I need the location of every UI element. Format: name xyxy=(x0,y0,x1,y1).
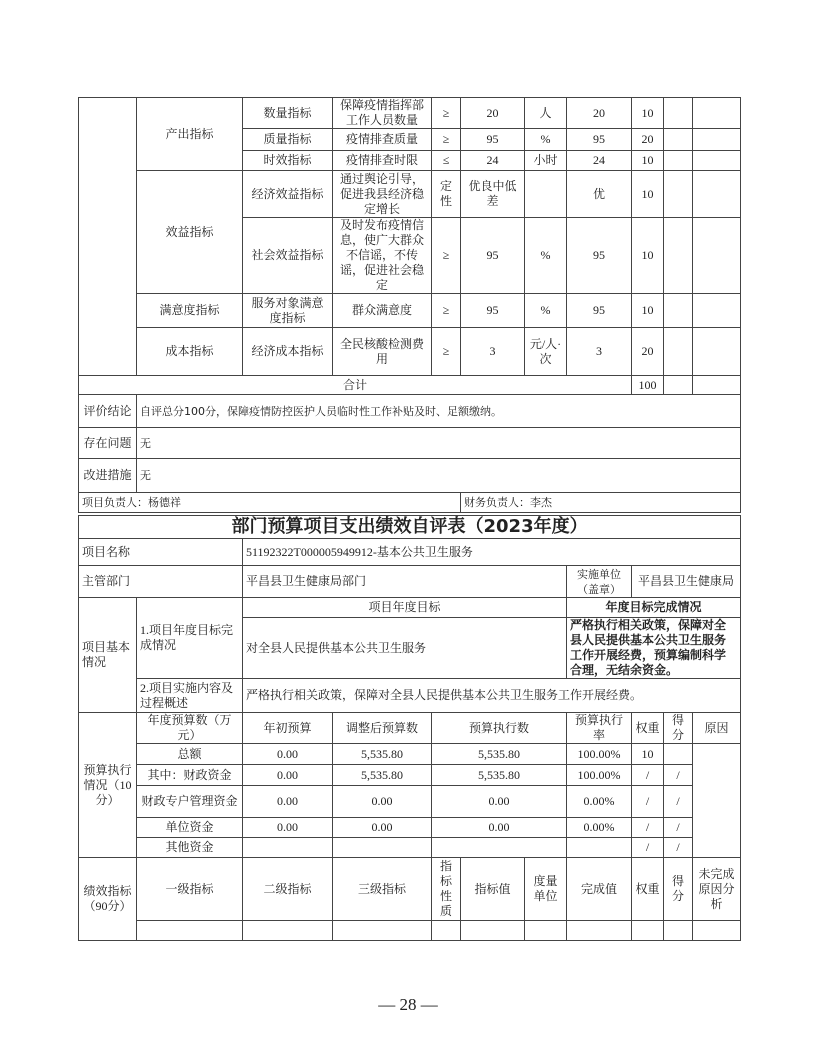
done-header: 年度目标完成情况 xyxy=(567,598,741,618)
level2-indicator: 社会效益指标 xyxy=(243,218,333,294)
executed-budget: 5,535.80 xyxy=(432,765,567,786)
level3-indicator: 保障疫情指挥部工作人员数量 xyxy=(333,98,432,129)
weight: 10 xyxy=(632,294,664,328)
reason xyxy=(693,171,741,218)
fund-name: 其中：财政资金 xyxy=(137,765,243,786)
indicator-nature: ≥ xyxy=(432,294,461,328)
score xyxy=(664,129,693,151)
reason xyxy=(693,376,741,395)
table-row xyxy=(79,294,741,328)
signature-row xyxy=(79,493,741,513)
fund-name: 单位资金 xyxy=(137,818,243,838)
col-header: 指标值 xyxy=(461,858,525,921)
executed-budget: 0.00 xyxy=(432,818,567,838)
col-header: 未完成原因分析 xyxy=(693,858,741,921)
executed-budget: 5,535.80 xyxy=(432,744,567,765)
score xyxy=(664,376,693,395)
unit: % xyxy=(525,294,567,328)
score xyxy=(664,98,693,129)
execution-rate: 0.00% xyxy=(567,786,632,818)
table-row xyxy=(79,921,741,941)
level1-indicator: 产出指标 xyxy=(137,98,243,171)
indicator-nature: 定性 xyxy=(432,171,461,218)
indicator-value: 95 xyxy=(461,294,525,328)
score: / xyxy=(664,786,693,818)
level3-indicator: 全民核酸检测费用 xyxy=(333,328,432,376)
indicator-value: 优良中低差 xyxy=(461,171,525,218)
table-row xyxy=(79,566,741,598)
level3-indicator: 通过舆论引导，促进我县经济稳定增长 xyxy=(333,171,432,218)
table-row xyxy=(79,539,741,566)
conclusion-row xyxy=(79,395,741,428)
unit: % xyxy=(525,218,567,294)
indicator-nature: ≥ xyxy=(432,218,461,294)
fund-name: 财政专户管理资金 xyxy=(137,786,243,818)
col-header: 度量单位 xyxy=(525,858,567,921)
improve-text: 无 xyxy=(137,459,741,493)
reason xyxy=(693,129,741,151)
weight: 10 xyxy=(632,744,664,765)
level2-indicator: 经济成本指标 xyxy=(243,328,333,376)
col-header: 得分 xyxy=(664,858,693,921)
score xyxy=(664,171,693,218)
weight: / xyxy=(632,786,664,818)
unit xyxy=(525,171,567,218)
empty-cell xyxy=(137,921,243,941)
budget-row xyxy=(79,818,741,838)
level1-indicator: 满意度指标 xyxy=(137,294,243,328)
fund-name: 总额 xyxy=(137,744,243,765)
total-row xyxy=(79,376,741,395)
level2-indicator: 时效指标 xyxy=(243,151,333,171)
problem-row xyxy=(79,428,741,459)
total-value: 100 xyxy=(632,376,664,395)
perf-header-row xyxy=(79,858,741,921)
weight: 10 xyxy=(632,151,664,171)
weight: / xyxy=(632,765,664,786)
col-header: 调整后预算数 xyxy=(333,713,432,744)
page-number: — 28 — xyxy=(378,995,438,1014)
level2-indicator: 数量指标 xyxy=(243,98,333,129)
adjusted-budget: 5,535.80 xyxy=(333,744,432,765)
improve-row xyxy=(79,459,741,493)
budget-header-row xyxy=(79,713,741,744)
col-header: 预算执行数 xyxy=(432,713,567,744)
table-row xyxy=(79,171,741,218)
col-header: 预算执行率 xyxy=(567,713,632,744)
empty-cell xyxy=(333,921,432,941)
completed-value: 优 xyxy=(567,171,632,218)
dept: 平昌县卫生健康局部门 xyxy=(243,566,567,598)
completed-value: 20 xyxy=(567,98,632,129)
table-row xyxy=(79,328,741,376)
col-header: 原因 xyxy=(693,713,741,744)
col-header: 年初预算 xyxy=(243,713,333,744)
execution-rate: 100.00% xyxy=(567,744,632,765)
reason xyxy=(693,328,741,376)
reason xyxy=(693,218,741,294)
unit: 小时 xyxy=(525,151,567,171)
score xyxy=(664,328,693,376)
problem-text: 无 xyxy=(137,428,741,459)
blank-cell xyxy=(79,98,137,376)
col-header: 三级指标 xyxy=(333,858,432,921)
col-header: 权重 xyxy=(632,713,664,744)
level2-indicator: 经济效益指标 xyxy=(243,171,333,218)
execution-rate: 0.00% xyxy=(567,818,632,838)
level2-indicator: 服务对象满意度指标 xyxy=(243,294,333,328)
empty-cell xyxy=(461,921,525,941)
score xyxy=(664,744,693,765)
completed-value: 95 xyxy=(567,218,632,294)
weight: 10 xyxy=(632,171,664,218)
completed-value: 95 xyxy=(567,129,632,151)
executed-budget xyxy=(432,838,567,858)
score xyxy=(664,151,693,171)
empty-cell xyxy=(432,921,461,941)
reason xyxy=(693,744,741,858)
level3-indicator: 群众满意度 xyxy=(333,294,432,328)
score: / xyxy=(664,765,693,786)
budget-row xyxy=(79,765,741,786)
reason xyxy=(693,98,741,129)
adjusted-budget: 5,535.80 xyxy=(333,765,432,786)
impl-unit: 平昌县卫生健康局 xyxy=(632,566,741,598)
self-evaluation-table xyxy=(78,515,741,941)
indicator-value: 20 xyxy=(461,98,525,129)
initial-budget: 0.00 xyxy=(243,744,333,765)
score: / xyxy=(664,838,693,858)
conclusion-label: 评价结论 xyxy=(79,395,137,428)
adjusted-budget: 0.00 xyxy=(333,818,432,838)
executed-budget: 0.00 xyxy=(432,786,567,818)
level1-indicator: 成本指标 xyxy=(137,328,243,376)
reason xyxy=(693,151,741,171)
table-row xyxy=(79,679,741,713)
budget-row xyxy=(79,786,741,818)
indicator-value: 95 xyxy=(461,129,525,151)
table-title: 部门预算项目支出绩效自评表（2023年度） xyxy=(79,516,741,539)
table-row xyxy=(79,98,741,129)
empty-cell xyxy=(525,921,567,941)
conclusion-text: 自评总分100分，保障疫情防控医护人员临时性工作补贴及时、足额缴纳。 xyxy=(137,395,741,428)
finance-lead: 财务负责人：李杰 xyxy=(461,493,741,513)
basic-info-label: 项目基本情况 xyxy=(79,598,137,713)
adjusted-budget: 0.00 xyxy=(333,786,432,818)
weight: 10 xyxy=(632,98,664,129)
score: / xyxy=(664,818,693,838)
goal-label: 1.项目年度目标完成情况 xyxy=(137,598,243,679)
project-name-label: 项目名称 xyxy=(79,539,243,566)
col-header: 权重 xyxy=(632,858,664,921)
weight: 10 xyxy=(632,218,664,294)
initial-budget: 0.00 xyxy=(243,818,333,838)
indicator-value: 24 xyxy=(461,151,525,171)
indicator-nature: ≥ xyxy=(432,98,461,129)
impl-desc: 严格执行相关政策，保障对全县人民提供基本公共卫生服务工作开展经费。 xyxy=(243,679,741,713)
problem-label: 存在问题 xyxy=(79,428,137,459)
col-header: 指标性质 xyxy=(432,858,461,921)
indicator-value: 3 xyxy=(461,328,525,376)
col-header: 二级指标 xyxy=(243,858,333,921)
perf-label: 绩效指标（90分） xyxy=(79,858,137,941)
project-lead: 项目负责人：杨德祥 xyxy=(79,493,461,513)
level2-indicator: 质量指标 xyxy=(243,129,333,151)
indicator-value: 95 xyxy=(461,218,525,294)
annual-goal: 对全县人民提供基本公共卫生服务 xyxy=(243,618,567,679)
level1-indicator: 效益指标 xyxy=(137,171,243,294)
initial-budget xyxy=(243,838,333,858)
execution-rate xyxy=(567,838,632,858)
impl-desc-label: 2.项目实施内容及过程概述 xyxy=(137,679,243,713)
initial-budget: 0.00 xyxy=(243,786,333,818)
unit: % xyxy=(525,129,567,151)
level3-indicator: 及时发布疫情信息，使广大群众不信谣，不传谣，促进社会稳定 xyxy=(333,218,432,294)
budget-row xyxy=(79,744,741,765)
fund-name: 其他资金 xyxy=(137,838,243,858)
level3-indicator: 疫情排查质量 xyxy=(333,129,432,151)
performance-table-continued xyxy=(78,97,741,513)
unit: 元/人·次 xyxy=(525,328,567,376)
impl-unit-label: 实施单位（盖章） xyxy=(567,566,632,598)
empty-cell xyxy=(693,921,741,941)
budget-row xyxy=(79,838,741,858)
col-header: 完成值 xyxy=(567,858,632,921)
empty-cell xyxy=(243,921,333,941)
goal-completion: 严格执行相关政策，保障对全县人民提供基本公共卫生服务工作开展经费，预算编制科学合理，无结余资金。 xyxy=(567,618,741,679)
indicator-nature: ≥ xyxy=(432,129,461,151)
adjusted-budget xyxy=(333,838,432,858)
budget-label: 预算执行情况（10分） xyxy=(79,713,137,858)
reason xyxy=(693,294,741,328)
weight: 20 xyxy=(632,129,664,151)
col-header: 得分 xyxy=(664,713,693,744)
total-label: 合计 xyxy=(79,376,632,395)
empty-cell xyxy=(632,921,664,941)
score xyxy=(664,294,693,328)
initial-budget: 0.00 xyxy=(243,765,333,786)
dept-label: 主管部门 xyxy=(79,566,243,598)
weight: / xyxy=(632,838,664,858)
unit: 人 xyxy=(525,98,567,129)
empty-cell xyxy=(567,921,632,941)
weight: 20 xyxy=(632,328,664,376)
completed-value: 3 xyxy=(567,328,632,376)
completed-value: 95 xyxy=(567,294,632,328)
project-name: 51192322T000005949912-基本公共卫生服务 xyxy=(243,539,741,566)
completed-value: 24 xyxy=(567,151,632,171)
indicator-nature: ≥ xyxy=(432,328,461,376)
score xyxy=(664,218,693,294)
execution-rate: 100.00% xyxy=(567,765,632,786)
improve-label: 改进措施 xyxy=(79,459,137,493)
goal-header: 项目年度目标 xyxy=(243,598,567,618)
col-header: 年度预算数（万元） xyxy=(137,713,243,744)
indicator-nature: ≤ xyxy=(432,151,461,171)
empty-cell xyxy=(664,921,693,941)
level3-indicator: 疫情排查时限 xyxy=(333,151,432,171)
col-header: 一级指标 xyxy=(137,858,243,921)
weight: / xyxy=(632,818,664,838)
table-row xyxy=(79,598,741,618)
